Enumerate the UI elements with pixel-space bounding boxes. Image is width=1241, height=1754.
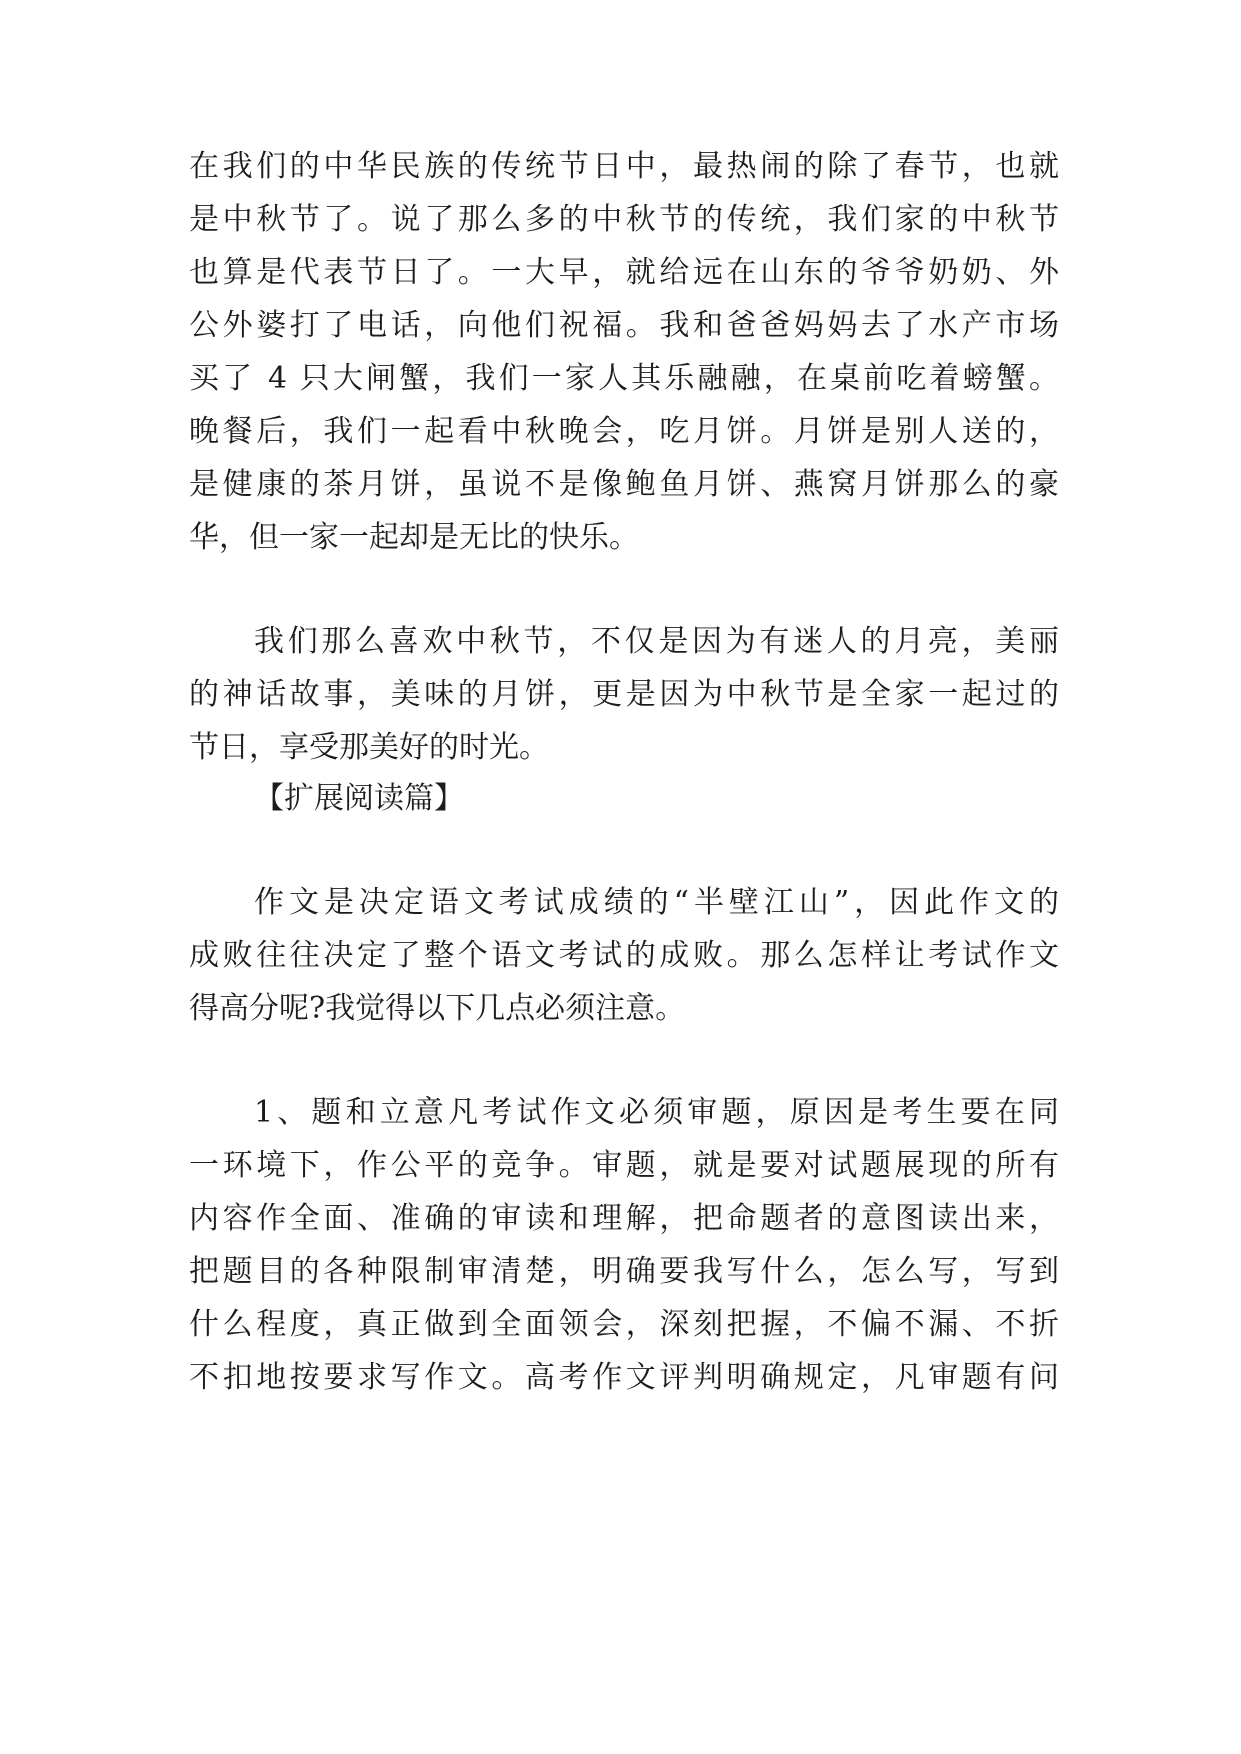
- paragraph-1-line-1: 在我们的中华民族的传统节日中，最热闹的除了春节，也就: [189, 149, 1059, 184]
- paragraph-1-line-8: 华，但一家一起却是无比的快乐。: [189, 520, 639, 555]
- paragraph-4-line-2: 一环境下，作公平的竞争。审题，就是要对试题展现的所有: [189, 1148, 1059, 1183]
- paragraph-4-line-4: 把题目的各种限制审清楚，明确要我写什么，怎么写，写到: [189, 1254, 1059, 1289]
- paragraph-2-line-3: 节日，享受那美好的时光。: [189, 730, 549, 765]
- paragraph-4-line-3: 内容作全面、准确的审读和理解，把命题者的意图读出来，: [189, 1201, 1059, 1236]
- paragraph-1-line-2: 是中秋节了。说了那么多的中秋节的传统，我们家的中秋节: [189, 202, 1059, 237]
- paragraph-1-line-7: 是健康的茶月饼，虽说不是像鲍鱼月饼、燕窝月饼那么的豪: [189, 467, 1059, 502]
- paragraph-2-line-1: 我们那么喜欢中秋节，不仅是因为有迷人的月亮，美丽: [254, 624, 1059, 659]
- paragraph-3-line-2: 成败往往决定了整个语文考试的成败。那么怎样让考试作文: [189, 938, 1059, 973]
- paragraph-4-line-6: 不扣地按要求写作文。高考作文评判明确规定，凡审题有问: [189, 1360, 1059, 1395]
- paragraph-3-line-1: 作文是决定语文考试成绩的“半壁江山”，因此作文的: [254, 885, 1059, 920]
- paragraph-4-line-5: 什么程度，真正做到全面领会，深刻把握，不偏不漏、不折: [189, 1307, 1059, 1342]
- paragraph-1-line-5: 买了 4 只大闸蟹，我们一家人其乐融融，在桌前吃着螃蟹。: [189, 361, 1059, 396]
- paragraph-2-line-2: 的神话故事，美味的月饼，更是因为中秋节是全家一起过的: [189, 677, 1059, 712]
- paragraph-1-line-4: 公外婆打了电话，向他们祝福。我和爸爸妈妈去了水产市场: [189, 308, 1059, 343]
- paragraph-1-line-3: 也算是代表节日了。一大早，就给远在山东的爷爷奶奶、外: [189, 255, 1059, 290]
- paragraph-1-line-6: 晚餐后，我们一起看中秋晚会，吃月饼。月饼是别人送的，: [189, 414, 1059, 449]
- extended-reading-heading: 【扩展阅读篇】: [254, 781, 464, 816]
- paragraph-3-line-3: 得高分呢?我觉得以下几点必须注意。: [189, 991, 686, 1026]
- paragraph-4-line-1: 1、题和立意凡考试作文必须审题，原因是考生要在同: [254, 1095, 1059, 1130]
